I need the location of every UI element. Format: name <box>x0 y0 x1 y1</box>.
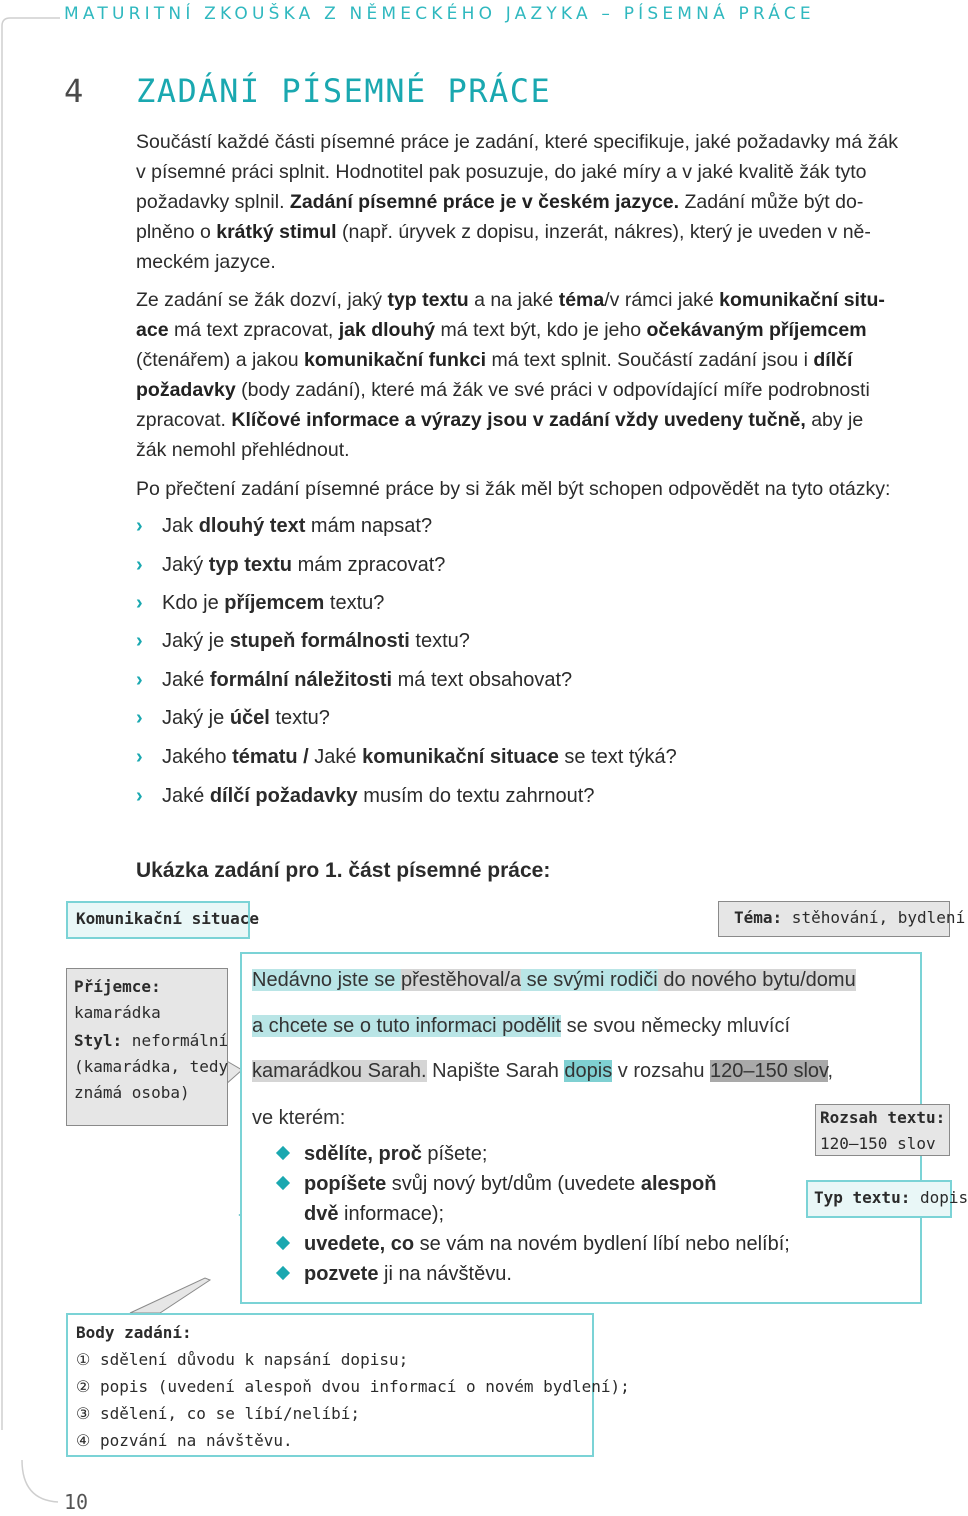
assignment-line: Nedávno jste se přestěhoval/a se svými rodiči do nového bytu/domu <box>252 969 856 991</box>
chevron-icon: › <box>136 592 143 614</box>
chevron-icon: › <box>136 707 143 729</box>
type-callout: Typ textu: dopis <box>806 1180 952 1218</box>
text-line: (čtenářem) a jakou komunikační funkci má text splnit. Součástí zadání jsou i dílčí <box>136 349 853 371</box>
task-point: popíšete svůj nový byt/dům (uvedete alespoň <box>278 1173 716 1196</box>
questions-intro: Po přečtení zadání písemné práce by si žák měl být schopen odpovědět na tyto otázky: <box>136 478 891 500</box>
text-line: v písemné práci splnit. Hodnotitel pak posuzuje, do jaké míry a v jaké kvalitě žák tyto <box>136 161 867 183</box>
assignment-line: a chcete se o tuto informaci podělit se svou německy mluvící <box>252 1015 791 1037</box>
text-line: žák nemohl přehlédnout. <box>136 439 350 461</box>
text-line: Ze zadání se žák dozví, jaký typ textu a na jaké téma/v rámci jaké komunikační situ- <box>136 289 885 311</box>
text-line: požadavky splnil. Zadání písemné práce je v českém jazyce. Zadání může být do- <box>136 191 864 213</box>
question-item: › Jaký je účel textu? <box>136 703 330 733</box>
chevron-icon: › <box>136 554 143 576</box>
task-point: sdělíte, proč píšete; <box>278 1143 487 1166</box>
task-item: ③ sdělení, co se líbí/nelíbí; <box>76 1404 361 1423</box>
recipient-label: Příjemce: <box>74 977 161 996</box>
task-items-label: Body zadání: <box>76 1323 192 1342</box>
chevron-icon: › <box>136 669 143 691</box>
task-items-box <box>66 1313 630 1457</box>
question-item: › Jaký typ textu mám zpracovat? <box>136 550 445 580</box>
assignment-line: ve kterém: <box>252 1107 346 1129</box>
text-line: zpracovat. Klíčové informace a výrazy jsou v zadání vždy uvedeny tučně, aby je <box>136 409 864 431</box>
diamond-bullet-icon <box>276 1146 290 1160</box>
section-number: 4 <box>64 72 84 110</box>
chevron-icon: › <box>136 515 143 537</box>
question-item: › Jaký je stupeň formálnosti textu? <box>136 626 470 656</box>
text-line: meckém jazyce. <box>136 251 276 273</box>
question-item: › Kdo je příjemcem textu? <box>136 588 384 618</box>
page-number: 10 <box>64 1490 89 1514</box>
topic-label: Téma: stěhování, bydlení <box>718 901 950 937</box>
task-point: uvedete, co se vám na novém bydlení líbí nebo nelíbí; <box>278 1233 790 1256</box>
task-item: ① sdělení důvodu k napsání dopisu; <box>76 1350 409 1369</box>
recipient-value: kamarádka <box>74 1003 161 1022</box>
chevron-icon: › <box>136 746 143 768</box>
recipient-style-box: Příjemce: kamarádka Styl: neformální (kamarádka, tedy známá osoba) <box>66 968 228 1126</box>
style-label: Styl: <box>74 1031 123 1050</box>
question-item: › Jaké formální náležitosti má text obsahovat? <box>136 665 572 695</box>
running-header: MATURITNÍ ZKOUŠKA Z NĚMECKÉHO JAZYKA – PÍSEMNÁ PRÁCE <box>64 4 815 24</box>
text-line: Součástí každé části písemné práce je zadání, které specifikuje, jaké požadavky má žák <box>136 131 898 153</box>
chevron-icon: › <box>136 785 143 807</box>
situation-label: Komunikační situace <box>66 901 250 939</box>
task-item: ② popis (uvedení alespoň dvou informací o novém bydlení); <box>76 1377 630 1396</box>
diamond-bullet-icon <box>276 1236 290 1250</box>
task-item: ④ pozvání na návštěvu. <box>76 1431 293 1450</box>
text-line: ace má text zpracovat, jak dlouhý má text být, kdo je jeho očekávaným příjemcem <box>136 319 867 341</box>
text-line: plněno o krátký stimul (např. úryvek z dopisu, inzerát, nákres), který je uveden v ně- <box>136 221 871 243</box>
style-value: neformální <box>122 1031 229 1050</box>
diamond-bullet-icon <box>276 1176 290 1190</box>
question-item: › Jaké dílčí požadavky musím do textu zahrnout? <box>136 781 594 811</box>
assignment-line: kamarádkou Sarah. Napište Sarah dopis v rozsahu 120–150 slov, <box>252 1060 834 1082</box>
section-title: ZADÁNÍ PÍSEMNÉ PRÁCE <box>136 72 552 110</box>
diamond-bullet-icon <box>276 1266 290 1280</box>
chevron-icon: › <box>136 630 143 652</box>
sample-heading: Ukázka zadání pro 1. část písemné práce: <box>136 859 551 882</box>
text-line: požadavky (body zadání), které má žák ve své práci v odpovídající míře podrobnosti <box>136 379 870 401</box>
task-point: dvě informace); <box>304 1203 445 1225</box>
question-item: › Jak dlouhý text mám napsat? <box>136 511 432 541</box>
task-point: pozvete ji na návštěvu. <box>278 1263 512 1286</box>
length-callout: Rozsah textu: 120–150 slov <box>815 1104 950 1156</box>
question-item: › Jakého tématu / Jaké komunikační situace se text týká? <box>136 742 677 772</box>
